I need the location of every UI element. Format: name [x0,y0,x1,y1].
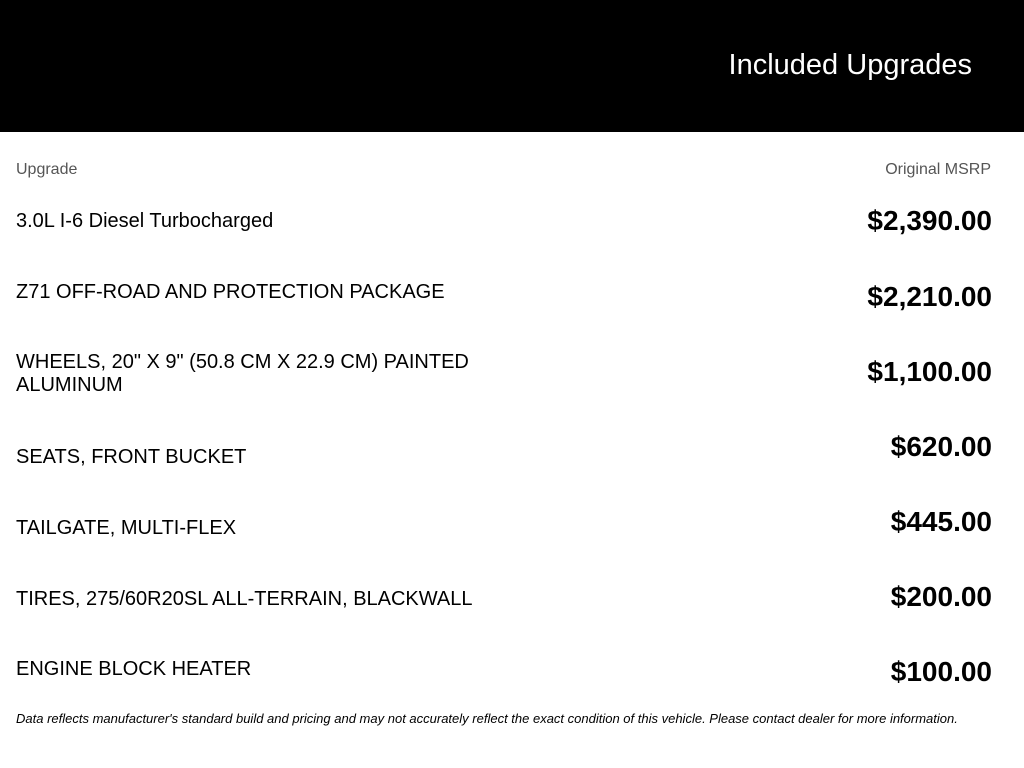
upgrade-price: $200.00 [890,581,992,612]
upgrade-name: 3.0L I-6 Diesel Turbocharged [16,210,274,232]
upgrade-name: SEATS, FRONT BUCKET [16,446,247,468]
upgrade-price: $445.00 [890,506,992,537]
list-item [0,349,1024,409]
list-item [0,657,1024,717]
list-item [0,431,1024,504]
upgrade-price: $2,210.00 [867,281,992,312]
disclaimer-text: Data reflects manufacturer's standard build and pricing and may not accurately reflect the exact condition of this vehicle. Please contact dealer for more information. [16,711,958,726]
upgrade-name: Z71 OFF-ROAD AND PROTECTION PACKAGE [16,281,445,303]
upgrade-price: $100.00 [890,656,992,687]
list-item [0,581,1024,646]
column-header-msrp: Original MSRP [885,161,991,178]
list-item [0,279,1024,339]
upgrade-price: $620.00 [890,431,992,462]
upgrade-price: $2,390.00 [867,205,992,236]
header-banner [0,0,1024,132]
upgrade-name: TIRES, 275/60R20SL ALL-TERRAIN, BLACKWALL [16,588,473,610]
list-item [0,205,1024,268]
upgrade-name: WHEELS, 20" X 9" (50.8 CM X 22.9 CM) PAINTED ALUMINUM [16,351,469,396]
page-title: Included Upgrades [728,49,972,81]
upgrade-name: ENGINE BLOCK HEATER [16,658,252,680]
upgrade-name: TAILGATE, MULTI-FLEX [16,517,237,539]
column-header-upgrade: Upgrade [16,161,78,178]
upgrade-price: $1,100.00 [867,356,992,387]
list-item [0,506,1024,575]
